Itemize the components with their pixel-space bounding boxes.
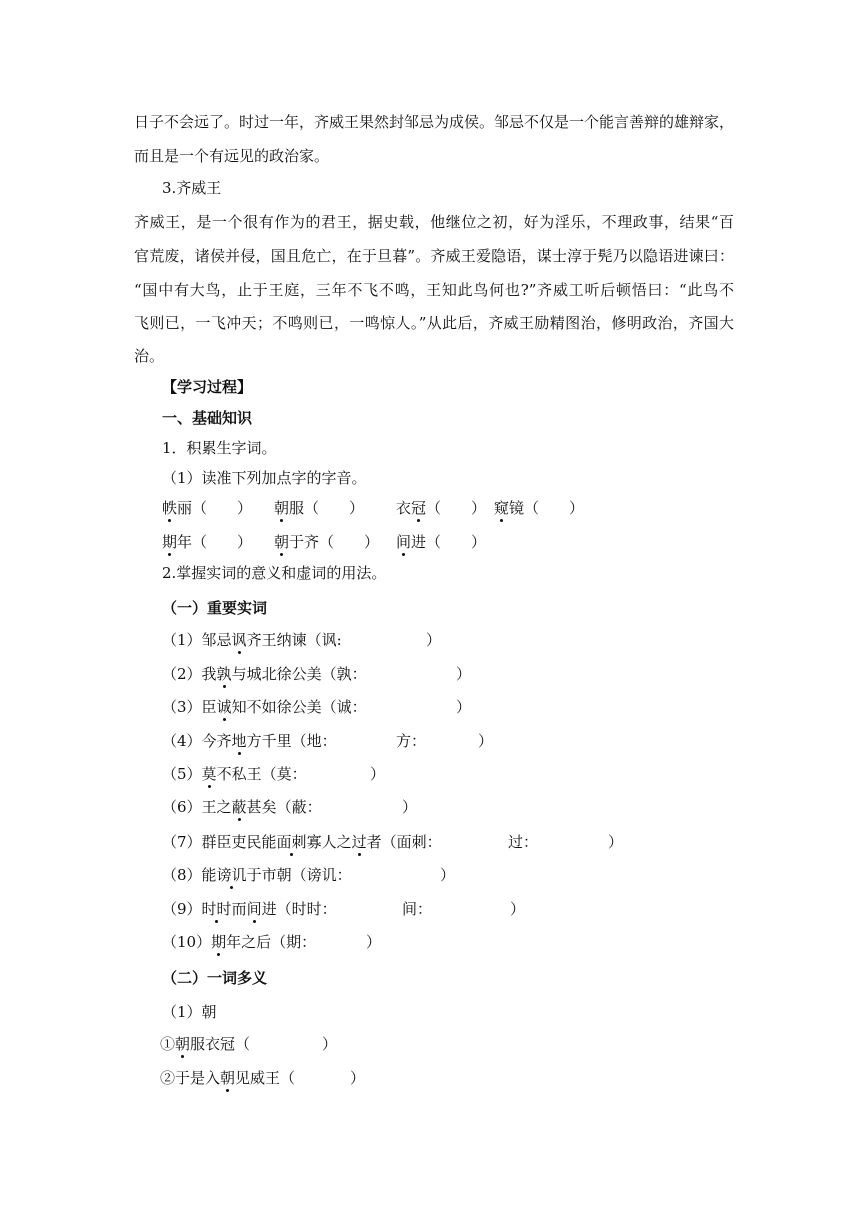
vocab-item-8: （8）能谤讥于市朝（谤讥： bbox=[162, 866, 352, 884]
vocab-item-9: （9）时时而间进（时时： bbox=[162, 900, 337, 918]
vocab-item-1-end: ） bbox=[426, 631, 442, 649]
pron-word-4: 窥镜（ ） bbox=[494, 499, 585, 517]
polysemy-example-2: ②于是入朝见威王（ bbox=[160, 1069, 296, 1087]
vocab-item-5-end: ） bbox=[370, 765, 386, 783]
vocab-item-1: （1）邹忌讽齐王纳谏（讽: bbox=[162, 631, 342, 649]
polysemy-example-1-end: ） bbox=[322, 1035, 338, 1053]
vocab-item-4-end: ） bbox=[478, 732, 494, 750]
polysemy-word: （1）朝 bbox=[162, 1003, 217, 1021]
vocab-item-9-end: ） bbox=[510, 900, 526, 918]
vocab-item-7: （7）群臣吏民能面刺寡人之过者（面刺： bbox=[162, 833, 442, 851]
section-basic-knowledge: 一、基础知识 bbox=[162, 409, 253, 427]
king-para-line-2: 官荒废，诸侯并侵，国且危亡，在于旦暮”。齐威王爱隐语，谋士淳于髡乃以隐语进谏曰： bbox=[134, 247, 734, 265]
polysemy-example-1: ①朝服衣冠（ bbox=[160, 1035, 251, 1053]
pron-word-5: 期年（ ） bbox=[162, 533, 253, 551]
polysemy-example-2-end: ） bbox=[350, 1069, 366, 1087]
pron-word-7: 间进（ ） bbox=[396, 533, 487, 551]
item-meanings: 2.掌握实词的意义和虚词的用法。 bbox=[162, 564, 387, 582]
vocab-item-6: （6）王之蔽甚矣（蔽： bbox=[162, 798, 322, 816]
king-para-line-4: 飞则已，一飞冲天；不鸣则已，一鸣惊人。”从此后，齐威王励精图治，修明政治，齐国大 bbox=[134, 314, 734, 332]
vocab-title: （一）重要实词 bbox=[162, 599, 268, 617]
vocab-item-2-end: ） bbox=[456, 665, 472, 683]
king-para-line-5: 治。 bbox=[134, 347, 165, 365]
vocab-item-5: （5）莫不私王（莫： bbox=[162, 765, 307, 783]
vocab-item-10: （10）期年之后（期： bbox=[162, 933, 317, 951]
process-title: 【学习过程】 bbox=[162, 378, 253, 396]
vocab-item-6-end: ） bbox=[402, 798, 418, 816]
pron-word-2: 朝服（ ） bbox=[274, 499, 365, 517]
king-para-line-3: “国中有大鸟，止于王庭，三年不飞不鸣，王知此鸟何也?”齐威工听后顿悟曰：“此鸟不 bbox=[134, 281, 734, 299]
vocab-item-4: （4）今齐地方千里（地： bbox=[162, 732, 337, 750]
pron-word-1: 帙丽（ ） bbox=[162, 499, 253, 517]
vocab-item-9-mid: 间： bbox=[402, 900, 433, 918]
pron-word-3: 衣冠（ ） bbox=[396, 499, 487, 517]
vocab-item-8-end: ） bbox=[440, 866, 456, 884]
vocab-item-10-end: ） bbox=[366, 933, 382, 951]
vocab-item-7-end: ） bbox=[608, 833, 624, 851]
vocab-item-3-end: ） bbox=[456, 698, 472, 716]
intro-line-1: 日子不会远了。时过一年，齐威王果然封邹忌为成侯。邹忌不仅是一个能言善辩的雄辩家， bbox=[134, 113, 735, 131]
vocab-item-4-mid: 方： bbox=[396, 732, 427, 750]
item-pronunciation: （1）读准下列加点字的字音。 bbox=[162, 469, 367, 487]
item-vocabulary: 1．积累生字词。 bbox=[162, 439, 277, 457]
section-heading-3: 3.齐威王 bbox=[162, 179, 222, 197]
pron-word-6: 朝于齐（ ） bbox=[274, 533, 380, 551]
vocab-item-2: （2）我孰与城北徐公美（孰： bbox=[162, 665, 367, 683]
king-para-line-1: 齐威王，是一个很有作为的君王，据史载，他继位之初，好为淫乐，不理政事，结果“百 bbox=[134, 213, 734, 231]
intro-line-2: 而且是一个有远见的政治家。 bbox=[134, 147, 330, 165]
vocab-item-3: （3）臣诚知不如徐公美（诚： bbox=[162, 698, 367, 716]
vocab-item-7-mid: 过： bbox=[508, 833, 539, 851]
polysemy-title: （二）一词多义 bbox=[162, 969, 268, 987]
